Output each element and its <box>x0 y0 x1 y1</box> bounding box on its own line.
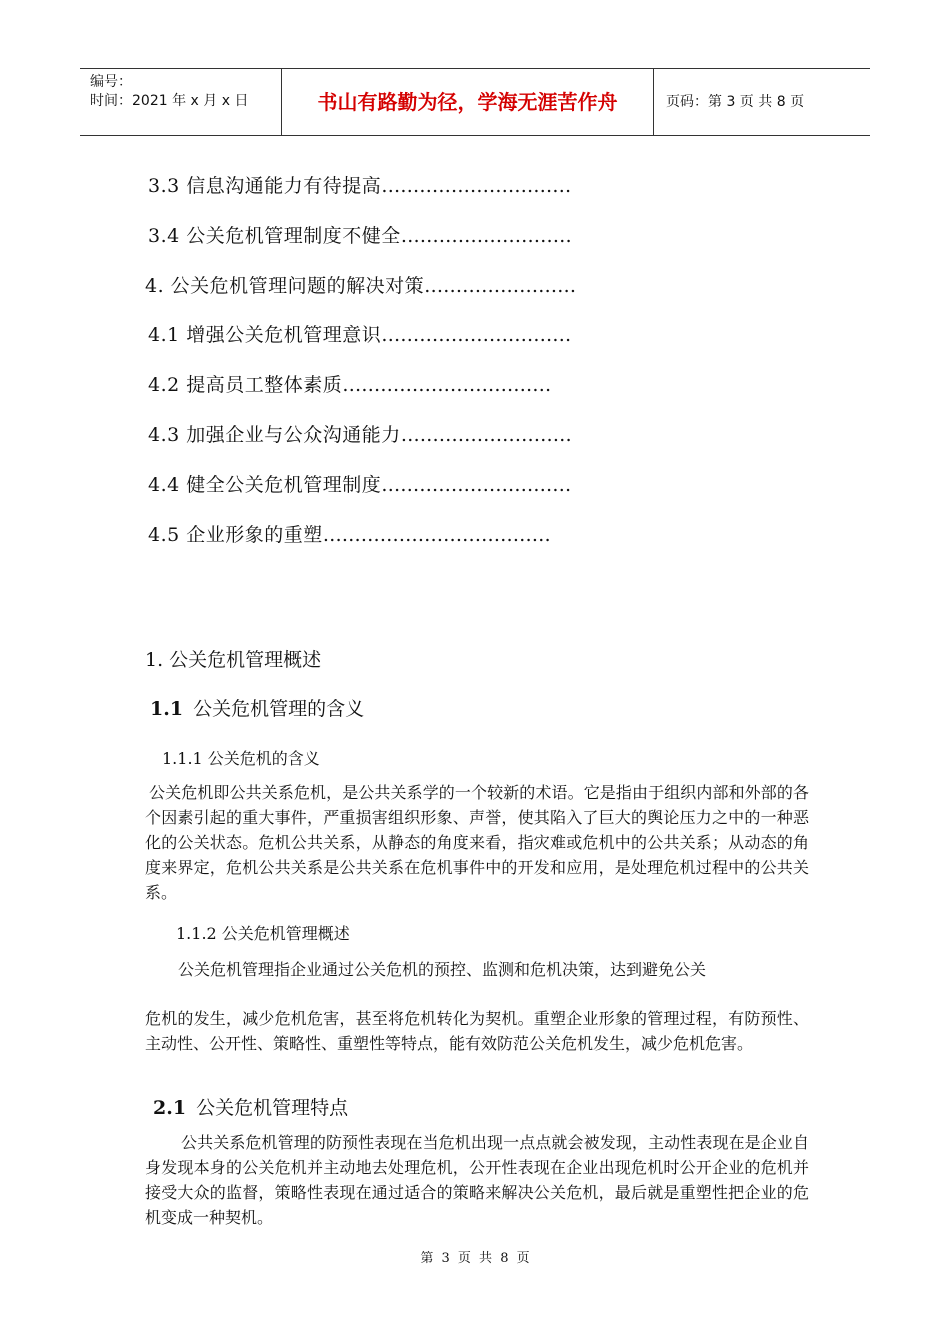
toc-item-dots: ……………………………… <box>322 524 551 546</box>
toc-item-dots: ………………………… <box>381 474 572 496</box>
paragraph: 公关危机管理指企业通过公关危机的预控、监测和危机决策，达到避免公关 <box>178 960 707 979</box>
subsection-heading <box>153 1093 348 1120</box>
toc-item <box>148 520 551 547</box>
sub-subsection-heading: 1.1.1 公关危机的含义 <box>162 749 320 768</box>
toc-item <box>145 271 576 298</box>
toc-item-dots: …………………… <box>424 275 577 297</box>
toc-item-title: 4.4 健全公关危机管理制度 <box>148 474 382 496</box>
toc-item <box>148 370 551 397</box>
toc-item-title: 4. 公关危机管理问题的解决对策 <box>145 275 425 297</box>
page-footer: 第 3 页 共 8 页 <box>420 1251 530 1266</box>
toc-item-dots: ……………………… <box>400 225 572 247</box>
paragraph: 危机的发生，减少危机危害，甚至将危机转化为契机。重塑企业形象的管理过程，有防预性、主动性、公开性、策略性、重塑性等特点，能有效防范公关危机发生，减少危机危害。 <box>145 1009 809 1053</box>
paragraph: 公关危机即公共关系危机，是公共关系学的一个较新的术语。它是指由于组织内部和外部的各个因素引起的重大事件，严重损害组织形象、声誉，使其陷入了巨大的舆论压力之中的一种恶化的公关状态。危机公共关系，从静态的角度来看，指灾难或危机中的公共关系；从动态的角度来界定，危机公共关系是公共关系在危机事件中的开发和应用，是处理危机过程中的公共关系。 <box>145 783 809 902</box>
subsection-title: 公关危机管理特点 <box>196 1097 349 1119</box>
toc-item <box>148 221 572 248</box>
subsection-heading <box>150 694 364 721</box>
toc-item <box>148 470 571 497</box>
page-header <box>80 68 870 136</box>
toc-item-dots: ……………………… <box>400 424 572 446</box>
toc-item-dots: ………………………… <box>381 324 572 346</box>
subsection-number: 1.1 <box>150 698 184 720</box>
number-label: 编号： <box>90 74 132 90</box>
header-left-cell <box>80 69 282 135</box>
subsection-number: 2.1 <box>153 1097 187 1119</box>
toc-item-title: 4.2 提高员工整体素质 <box>148 374 343 396</box>
toc-item-title: 4.5 企业形象的重塑 <box>148 524 323 546</box>
sub-subsection-heading: 1.1.2 公关危机管理概述 <box>176 924 350 943</box>
toc-item <box>148 320 571 347</box>
subsection-title: 公关危机管理的含义 <box>193 698 365 720</box>
toc-item-dots: ………………………… <box>381 175 572 197</box>
toc-item-title: 4.3 加强企业与公众沟通能力 <box>148 424 401 446</box>
toc-item-dots: …………………………… <box>342 374 552 396</box>
section-heading: 1. 公关危机管理概述 <box>145 649 322 671</box>
header-page-label: 页码：第 3 页 共 8 页 <box>666 94 805 110</box>
toc-item-title: 3.4 公关危机管理制度不健全 <box>148 225 401 247</box>
toc-item <box>148 420 572 447</box>
date-label: 时间：2021 年 x 月 x 日 <box>90 93 249 109</box>
header-motto: 书山有路勤为径，学海无涯苦作舟 <box>282 69 654 135</box>
toc-item-title: 4.1 增强公关危机管理意识 <box>148 324 382 346</box>
toc-item-title: 3.3 信息沟通能力有待提高 <box>148 175 382 197</box>
paragraph: 公共关系危机管理的防预性表现在当危机出现一点点就会被发现，主动性表现在是企业自身发现本身的公关危机并主动地去处理危机，公开性表现在企业出现危机时公开企业的危机并接受大众的监督，策略性表现在通过适合的策略来解决公关危机，最后就是重塑性把企业的危机变成一种契机。 <box>145 1133 809 1227</box>
toc-item <box>148 171 571 198</box>
